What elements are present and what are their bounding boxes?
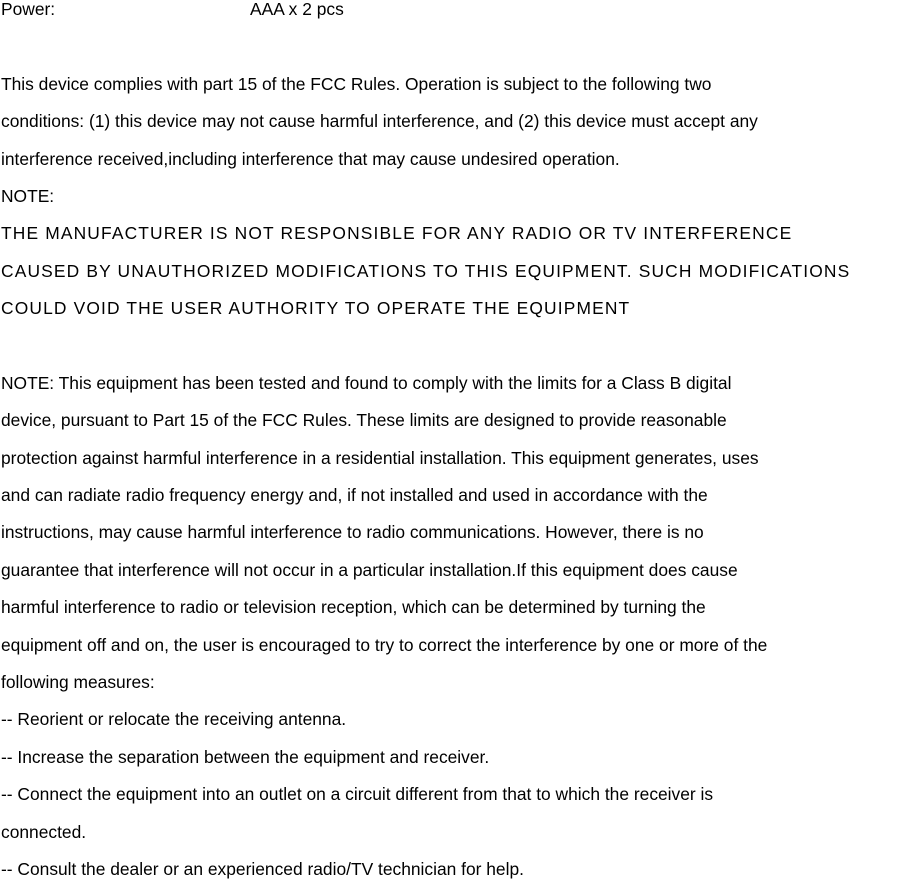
note-line: following measures: [1,672,155,693]
note-line: device, pursuant to Part 15 of the FCC Rules. These limits are designed to provide reasonable [1,410,727,431]
note-line: instructions, may cause harmful interference to radio communications. However, there is no [1,522,704,543]
manufacturer-note [1,178,919,328]
class-b-note [1,365,919,702]
measure-item: -- Consult the dealer or an experienced radio/TV technician for help. [1,858,524,879]
note-line: equipment off and on, the user is encouraged to try to correct the interference by one or more of the [1,634,768,655]
measure-item: -- Increase the separation between the equipment and receiver. [1,746,490,767]
power-label: Power: [1,0,56,19]
note-line: protection against harmful interference in a residential installation. This equipment generates, uses [1,447,759,468]
fcc-statement [1,66,919,178]
note-line: CAUSED BY UNAUTHORIZED MODIFICATIONS TO THIS EQUIPMENT. SUCH MODIFICATIONS [1,260,851,281]
measure-item-continuation: connected. [1,821,87,842]
note-line: harmful interference to radio or television reception, which can be determined by turning the [1,597,706,618]
measures-list [1,701,919,888]
note-line: guarantee that interference will not occur in a particular installation.If this equipment does cause [1,559,738,580]
note-line: THE MANUFACTURER IS NOT RESPONSIBLE FOR ANY RADIO OR TV INTERFERENCE [1,223,793,244]
measure-item: -- Reorient or relocate the receiving antenna. [1,709,347,730]
power-value: AAA x 2 pcs [250,0,344,19]
fcc-statement-line: This device complies with part 15 of the FCC Rules. Operation is subject to the following two [1,73,712,94]
spacer [1,328,919,365]
document-body [1,0,919,888]
measure-item: -- Connect the equipment into an outlet on a circuit different from that to which the receiver is [1,784,714,805]
note-line: NOTE: This equipment has been tested and found to comply with the limits for a Class B digital [1,372,732,393]
note-line: and can radiate radio frequency energy and, if not installed and used in accordance with the [1,485,708,506]
note-heading: NOTE: [1,185,55,206]
spacer [1,28,919,65]
fcc-statement-line: interference received,including interference that may cause undesired operation. [1,148,620,169]
fcc-statement-line: conditions: (1) this device may not cause harmful interference, and (2) this device must accept any [1,111,758,132]
note-line: COULD VOID THE USER AUTHORITY TO OPERATE THE EQUIPMENT [1,298,631,319]
power-row [1,0,919,28]
